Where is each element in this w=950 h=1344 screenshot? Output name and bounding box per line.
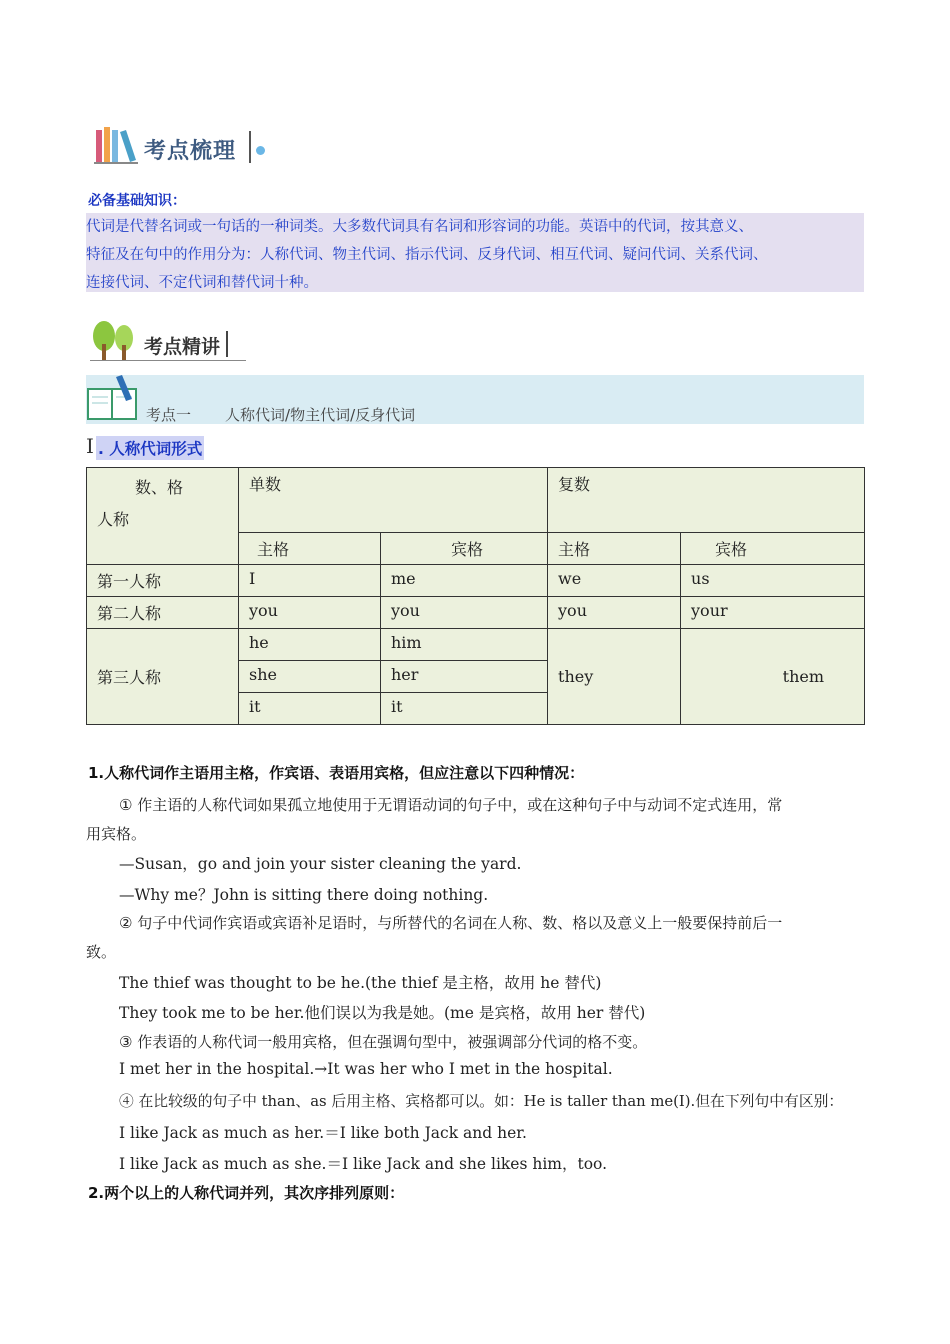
singular-header: 单数 — [239, 468, 548, 533]
table-cell: me — [381, 565, 548, 597]
topic-bar — [86, 375, 864, 424]
table-cell: him — [381, 629, 548, 661]
person-label: 第二人称 — [87, 597, 239, 629]
table-cell: I — [239, 565, 381, 597]
table-row — [87, 565, 865, 597]
table-cell: us — [681, 565, 865, 597]
sg-nominative-header: 主格 — [239, 533, 381, 565]
topic-number: 考点一 — [146, 406, 192, 424]
table-row — [87, 629, 865, 661]
section-banner-review — [92, 122, 282, 172]
section-label: 必备基础知识： — [88, 193, 186, 209]
example-sentence: I like Jack as much as her.＝I like both Jack and her. — [119, 1124, 527, 1142]
topic-title — [146, 404, 415, 425]
rule-paragraph: 致。 — [86, 943, 117, 961]
intro-line: 连接代词、不定代词和替代词十种。 — [86, 275, 318, 291]
banner-underline — [90, 360, 246, 361]
table-cell: it — [239, 693, 381, 725]
banner-title: 考点精讲 — [144, 336, 221, 358]
example-sentence: They took me to be her.他们误以为我是她。(me 是宾格，故用 her 替代) — [119, 1004, 646, 1022]
person-label: 第一人称 — [87, 565, 239, 597]
table-cell: them — [681, 629, 865, 725]
example-sentence: I met her in the hospital.→It was her who I met in the hospital. — [119, 1060, 613, 1078]
table-cell: they — [548, 629, 681, 725]
heading-roman-numeral: I — [86, 434, 94, 458]
corner-bottom-label: 人称 — [97, 510, 130, 529]
table-cell: you — [381, 597, 548, 629]
table-cell: we — [548, 565, 681, 597]
text-cursor-decoration — [249, 131, 251, 163]
rule-paragraph: ③ 作表语的人称代词一般用宾格，但在强调句型中，被强调部分代词的格不变。 — [119, 1033, 648, 1051]
table-cell: your — [681, 597, 865, 629]
topic-name: 人称代词/物主代词/反身代词 — [225, 406, 416, 424]
rule-1-heading: 1.人称代词作主语用主格，作宾语、表语用宾格，但应注意以下四种情况： — [88, 764, 585, 782]
notebook-pen-icon — [86, 375, 142, 423]
rule-paragraph: ④ 在比较级的句子中 than、as 后用主格、宾格都可以。如：He is taller than me(I).但在下列句中有区别： — [119, 1093, 844, 1110]
intro-line: 代词是代替名词或一句话的一种词类。大多数代词具有名词和形容词的功能。英语中的代词，按其意义、 — [86, 219, 753, 235]
pl-nominative-header: 主格 — [548, 533, 681, 565]
dot-decoration — [256, 146, 265, 155]
rule-2-heading: 2.两个以上的人称代词并列，其次序排列原则： — [88, 1184, 405, 1202]
table-row — [87, 597, 865, 629]
table-corner-cell — [87, 468, 239, 565]
table-cell: you — [548, 597, 681, 629]
pronoun-table — [86, 467, 865, 725]
text-cursor-decoration — [226, 331, 228, 357]
corner-top-label: 数、格 — [135, 478, 184, 497]
trees-icon — [90, 318, 138, 362]
intro-paragraph — [86, 213, 864, 292]
table-cell: you — [239, 597, 381, 629]
table-cell: she — [239, 661, 381, 693]
example-sentence: I like Jack as much as she.＝I like Jack and she likes him，too. — [119, 1155, 608, 1173]
banner-title: 考点梳理 — [144, 139, 237, 164]
plural-header: 复数 — [548, 468, 865, 533]
example-sentence: The thief was thought to be he.(the thief 是主格，故用 he 替代) — [119, 974, 602, 992]
section-banner-detail — [90, 318, 250, 366]
person-label: 第三人称 — [87, 629, 239, 725]
heading-title: . 人称代词形式 — [96, 436, 204, 460]
rule-paragraph: ② 句子中代词作宾语或宾语补足语时，与所替代的名词在人称、数、格以及意义上一般要保持前后一 — [119, 914, 783, 932]
table-cell: he — [239, 629, 381, 661]
intro-line: 特征及在句中的作用分为：人称代词、物主代词、指示代词、反身代词、相互代词、疑问代词、关系代词、 — [86, 247, 768, 263]
table-header-row — [87, 468, 865, 533]
table-cell: her — [381, 661, 548, 693]
pl-objective-header: 宾格 — [681, 533, 865, 565]
table-cell: it — [381, 693, 548, 725]
rule-paragraph: 用宾格。 — [86, 825, 147, 843]
rule-paragraph: ① 作主语的人称代词如果孤立地使用于无谓语动词的句子中，或在这种句子中与动词不定式连用，常 — [119, 796, 783, 814]
example-sentence: —Susan，go and join your sister cleaning the yard. — [119, 855, 522, 873]
books-icon — [92, 124, 142, 168]
sg-objective-header: 宾格 — [381, 533, 548, 565]
example-sentence: —Why me？John is sitting there doing nothing. — [119, 886, 489, 904]
